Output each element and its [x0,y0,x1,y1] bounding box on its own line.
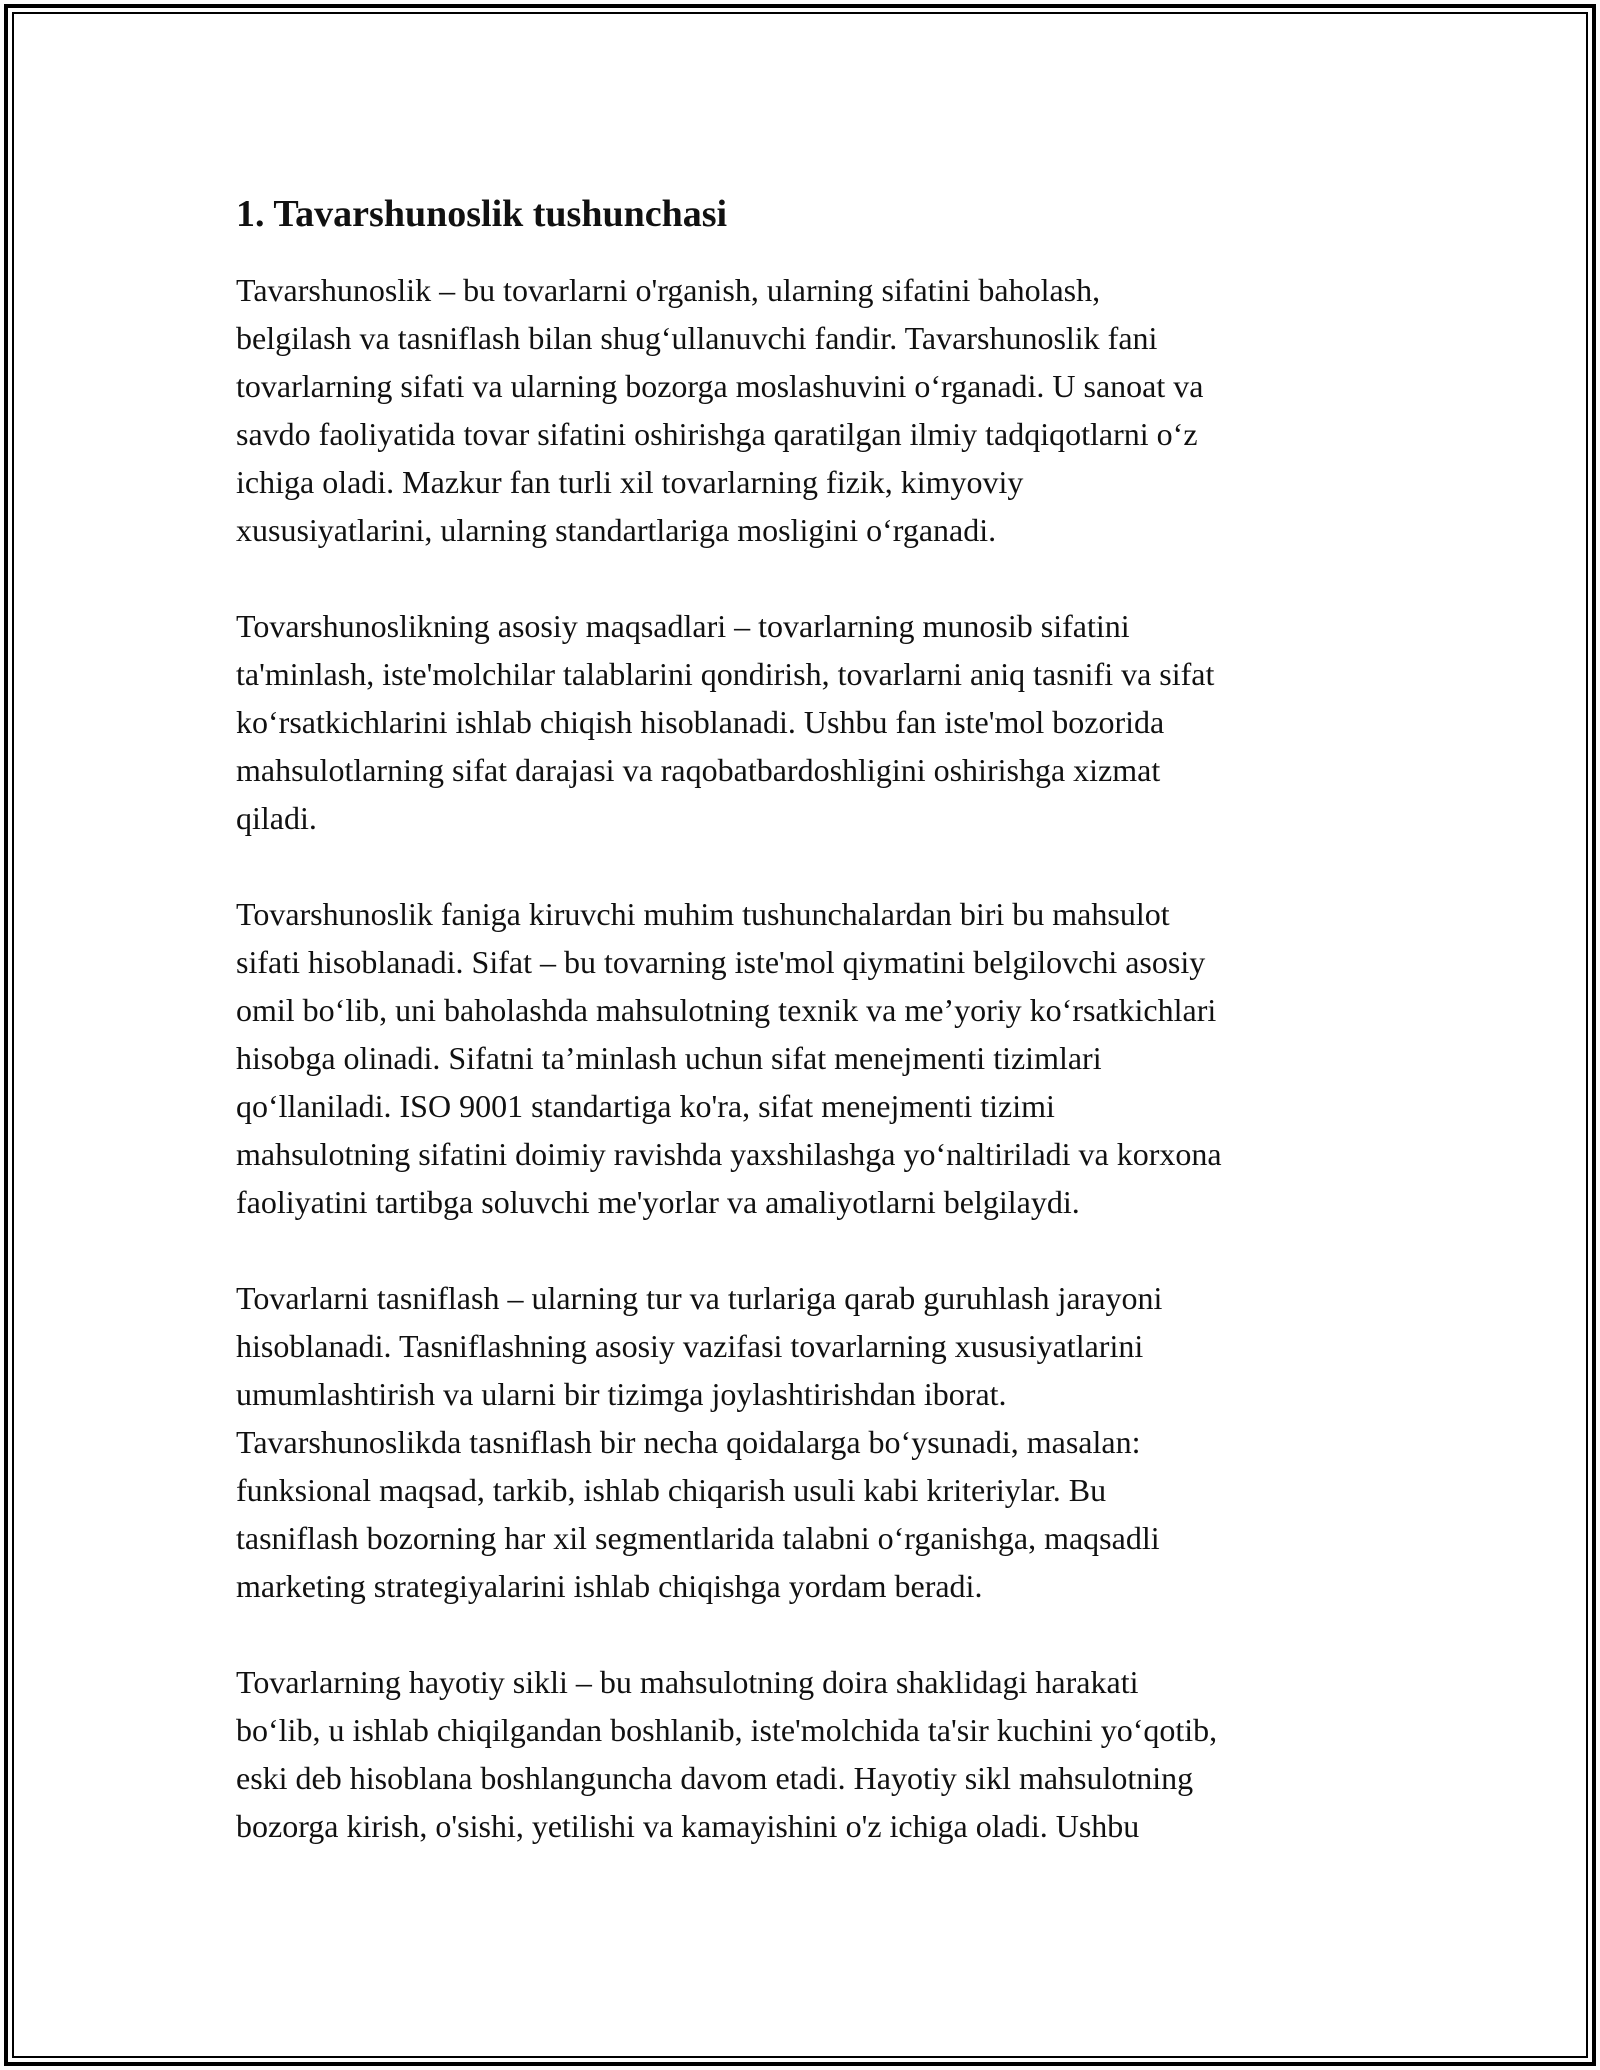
text-line: marketing strategiyalarini ishlab chiqishga yordam beradi. [236,1568,983,1604]
text-line: umumlashtirish va ularni bir tizimga joylashtirishdan iborat. [236,1376,1007,1412]
text-line: bo‘lib, u ishlab chiqilgandan boshlanib, iste'molchida ta'sir kuchini yo‘qotib, [236,1712,1218,1748]
text-line: hisoblanadi. Tasniflashning asosiy vazifasi tovarlarning xususiyatlarini [236,1328,1144,1364]
text-line: sifati hisoblanadi. Sifat – bu tovarning iste'mol qiymatini belgilovchi asosiy [236,944,1206,980]
text-line: faoliyatini tartibga soluvchi me'yorlar va amaliyotlarni belgilaydi. [236,1184,1080,1220]
text-line: bozorga kirish, o'sishi, yetilishi va kamayishini o'z ichiga oladi. Ushbu [236,1808,1140,1844]
text-line: tovarlarning sifati va ularning bozorga moslashuvini o‘rganadi. U sanoat va [236,368,1204,404]
text-line: eski deb hisoblana boshlanguncha davom etadi. Hayotiy sikl mahsulotning [236,1760,1194,1796]
text-line: mahsulotlarning sifat darajasi va raqobatbardoshligini oshirishga xizmat [236,752,1161,788]
paragraph-1 [236,266,1386,554]
text-line: belgilash va tasniflash bilan shug‘ullanuvchi fandir. Tavarshunoslik fani [236,320,1158,356]
text-line: funksional maqsad, tarkib, ishlab chiqarish usuli kabi kriteriylar. Bu [236,1472,1107,1508]
text-line: ichiga oladi. Mazkur fan turli xil tovarlarning fizik, kimyoviy [236,464,1024,500]
paragraph-2 [236,602,1386,842]
text-line: ko‘rsatkichlarini ishlab chiqish hisoblanadi. Ushbu fan iste'mol bozorida [236,704,1165,740]
paragraph-5 [236,1658,1386,1850]
text-line: Tovarshunoslik faniga kiruvchi muhim tushunchalardan biri bu mahsulot [236,896,1170,932]
text-line: Tovarlarning hayotiy sikli – bu mahsulotning doira shaklidagi harakati [236,1664,1139,1700]
text-line: tasniflash bozorning har xil segmentlarida talabni o‘rganishga, maqsadli [236,1520,1160,1556]
paragraph-4 [236,1274,1386,1610]
paragraph-3 [236,890,1386,1226]
text-line: qiladi. [236,800,317,836]
text-line: Tovarshunoslikning asosiy maqsadlari – tovarlarning munosib sifatini [236,608,1130,644]
text-line: Tovarlarni tasniflash – ularning tur va turlariga qarab guruhlash jarayoni [236,1280,1163,1316]
section-heading: 1. Tavarshunoslik tushunchasi [236,193,728,235]
text-line: hisobga olinadi. Sifatni ta’minlash uchun sifat menejmenti tizimlari [236,1040,1102,1076]
text-line: ta'minlash, iste'molchilar talablarini qondirish, tovarlarni aniq tasnifi va sifat [236,656,1215,692]
document-body [236,186,1386,1898]
text-line: Tavarshunoslikda tasniflash bir necha qoidalarga bo‘ysunadi, masalan: [236,1424,1141,1460]
text-line: mahsulotning sifatini doimiy ravishda yaxshilashga yo‘naltiriladi va korxona [236,1136,1222,1172]
text-line: savdo faoliyatida tovar sifatini oshirishga qaratilgan ilmiy tadqiqotlarni o‘z [236,416,1198,452]
text-line: qo‘llaniladi. ISO 9001 standartiga ko'ra, sifat menejmenti tizimi [236,1088,1055,1124]
text-line: xususiyatlarini, ularning standartlariga mosligini o‘rganadi. [236,512,997,548]
text-line: Tavarshunoslik – bu tovarlarni o'rganish, ularning sifatini baholash, [236,272,1101,308]
text-line: omil bo‘lib, uni baholashda mahsulotning texnik va me’yoriy ko‘rsatkichlari [236,992,1217,1028]
